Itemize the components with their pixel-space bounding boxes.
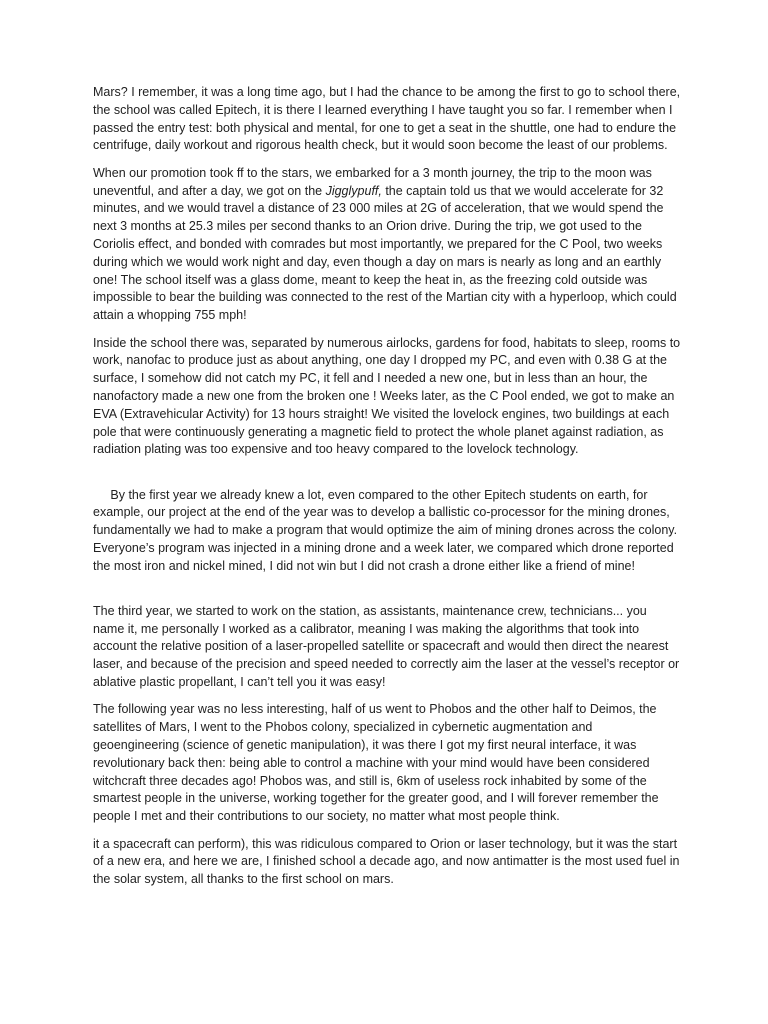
paragraph-5 bbox=[93, 603, 681, 692]
paragraph-text: The following year was no less interesting, half of us went to Phobos and the other half to Deimos, the satellites of Mars, I went to the Phobos colony, specialized in cybernetic augmentation and geoengineering (science of genetic manipulation), it was there I got my first neural interface, it was revolutionary back then: being able to control a machine with your mind would have been considered witchcraft three decades ago! Phobos was, and still is, 6km of useless rock inhabited by some of the smartest people in the universe, working together for the greater good, and I will forever remember the people I met and their contributions to our society, no matter what most people think. bbox=[93, 702, 659, 824]
paragraph-text: Mars? I remember, it was a long time ago, but I had the chance to be among the first to go to school there, the school was called Epitech, it is there I learned everything I have taught you so far. I remember when I passed the entry test: both physical and mental, for one to get a seat in the shuttle, one had to endure the centrifuge, daily workout and rigorous health check, but it would soon become the least of our problems. bbox=[93, 85, 681, 153]
ship-name-emphasis: Jigglypuff, bbox=[325, 183, 382, 198]
paragraph-text: it a spacecraft can perform), this was ridiculous compared to Orion or laser technology, but it was the start of a new era, and here we are, I finished school a decade ago, and now antimatter is the most used fuel in the solar system, all thanks to the first school on mars. bbox=[93, 836, 680, 887]
paragraph-text: The third year, we started to work on the station, as assistants, maintenance crew, technicians... you name it, me personally I worked as a calibrator, meaning I was making the algorithms that took into account the relative position of a laser-propelled satellite or spacecraft and would then direct the nearest laser, and because of the precision and speed needed to correctly aim the laser at the vessel’s receptor or ablative plastic propellant, I can’t tell you it was easy! bbox=[93, 603, 680, 690]
paragraph-text: By the first year we already knew a lot, even compared to the other Epitech students on earth, for example, our project at the end of the year was to develop a ballistic co-processor for the mining drones, fundamentally we had to make a program that would optimize the aim of mining drones across the colony. Everyone’s program was injected in a mining drone and a week later, we compared which drone reported the most iron and nickel mined, I did not win but I did not crash a drone either like a friend of mine! bbox=[93, 487, 678, 573]
paragraph-text: Inside the school there was, separated by numerous airlocks, gardens for food, habitats to sleep, rooms to work, nanofac to produce just as about anything, one day I dropped my PC, and even with 0.38 G at the surface, I somehow did not catch my PC, it fell and I needed a new one, but in less than an hour, the nanofactory made a new one from the broken one ! Weeks later, as the C Pool ended, we got to make an EVA (Extravehicular Activity) for 13 hours straight! We visited the lovelock engines, two buildings at each pole that were continuously generating a magnetic field to protect the whole planet against radiation, as radiation plating was too expensive and too heavy compared to the lovelock technology. bbox=[93, 335, 681, 457]
paragraph-text-after: the captain told us that we would accelerate for 32 minutes, and we would travel a distance of 23 000 miles at 2G of acceleration, that we would spend the next 3 months at 25.3 miles per second thanks to an Orion drive. During the trip, we got used to the Coriolis effect, and bonded with comrades but most importantly, we prepared for the C Pool, two weeks during which we would work night and day, even though a day on mars is nearly as long and an earthly one! The school itself was a glass dome, meant to keep the heat in, as the freezing cold outside was impossible to bear the building was connected to the rest of the Martian city with a hyperloop, which could attain a whopping 755 mph! bbox=[93, 183, 677, 323]
paragraph-text-before: When our promotion took ff to the stars, we embarked for a 3 month journey, the trip to the moon was uneventful, and after a day, we got on the bbox=[93, 165, 652, 198]
paragraph-6 bbox=[93, 701, 681, 826]
paragraph-2 bbox=[93, 165, 681, 325]
paragraph-1 bbox=[93, 84, 681, 155]
document-page bbox=[93, 84, 681, 899]
paragraph-3 bbox=[93, 335, 681, 460]
paragraph-7 bbox=[93, 836, 681, 889]
paragraph-4 bbox=[93, 469, 681, 594]
